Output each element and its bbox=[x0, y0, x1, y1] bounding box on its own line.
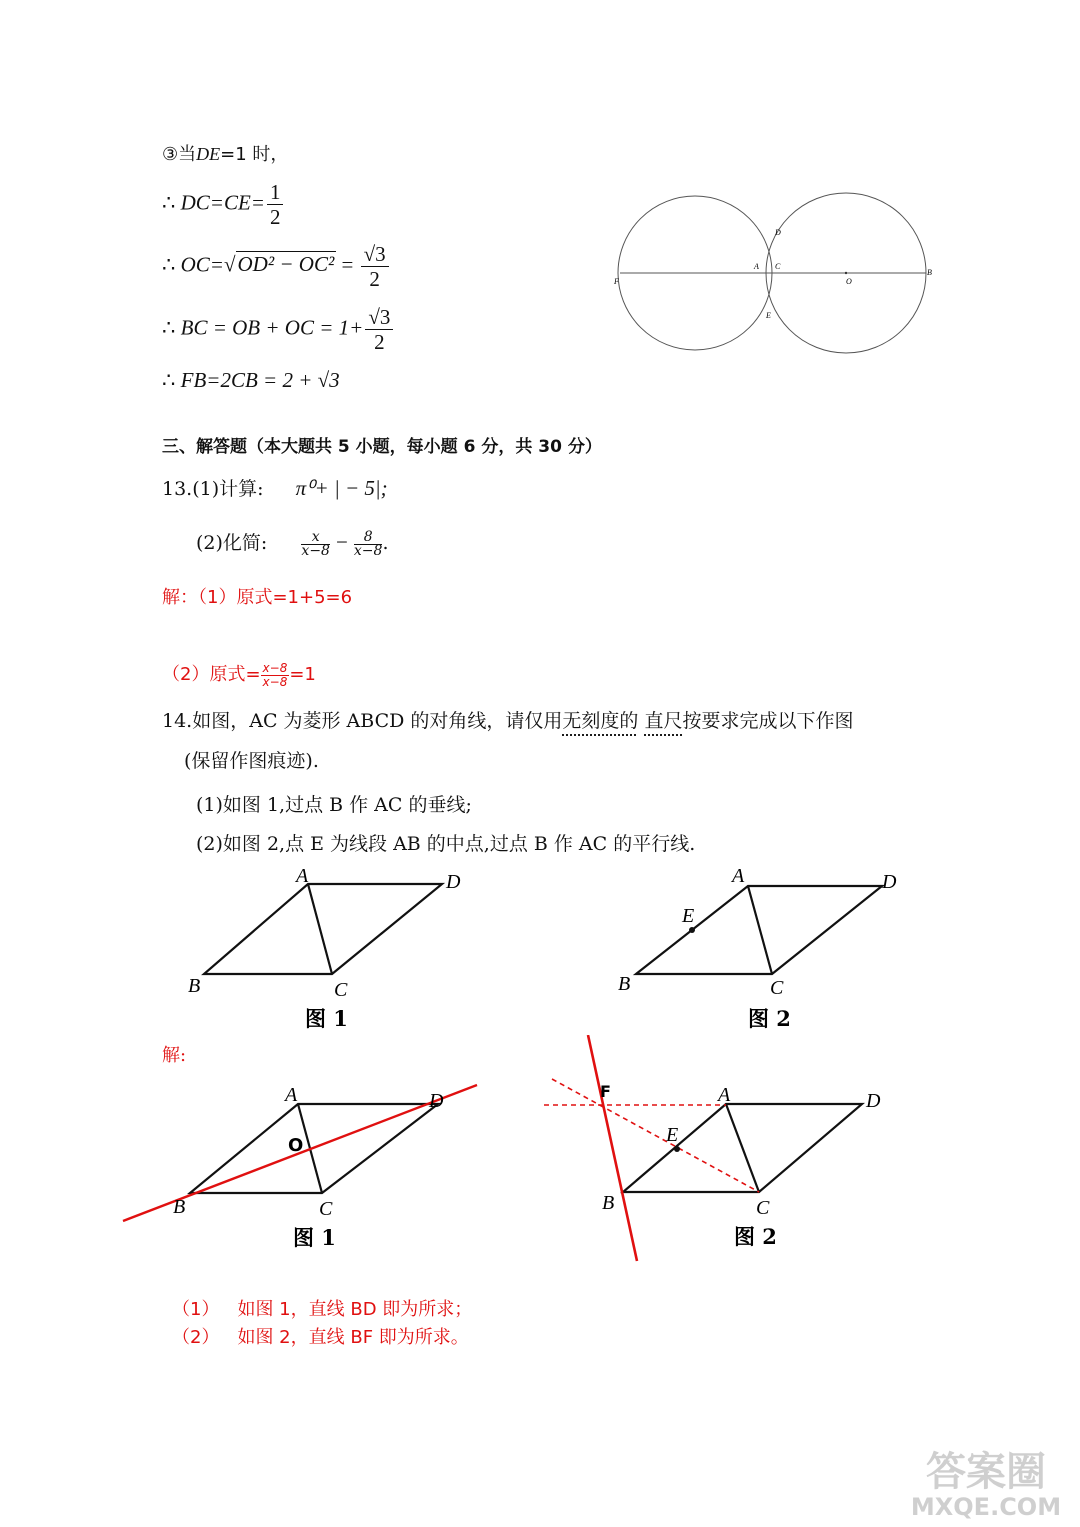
label-a: A bbox=[732, 865, 745, 887]
label-f: F bbox=[600, 1082, 611, 1101]
label-e: E bbox=[682, 905, 695, 927]
label-a: A bbox=[285, 1084, 298, 1106]
case-label: ③当 bbox=[162, 144, 197, 165]
diagonal-ac bbox=[748, 886, 772, 974]
figure-2-caption: 图 2 bbox=[748, 1006, 791, 1031]
label-d: D bbox=[429, 1090, 444, 1112]
q13-p1-label: (1)计算: bbox=[192, 478, 264, 500]
q13-a2-num: x−8 bbox=[262, 660, 288, 675]
q14-part2: (2)如图 2,点 E 为线段 AB 的中点,过点 B 作 AC 的平行线. bbox=[196, 833, 696, 855]
label-e: E bbox=[666, 1124, 679, 1146]
label-a: A bbox=[754, 262, 759, 271]
center-o-dot bbox=[845, 272, 847, 274]
answer-figure-1-caption: 图 1 bbox=[293, 1225, 336, 1250]
line3-lhs: BC = OB + OC = 1+ bbox=[180, 315, 364, 340]
label-o: O bbox=[846, 277, 852, 286]
diagonal-ac bbox=[308, 884, 332, 974]
label-b: B bbox=[188, 975, 201, 997]
q13-f2-den: x−8 bbox=[353, 542, 383, 559]
therefore-symbol: ∴ bbox=[162, 315, 176, 340]
q13-minus: − bbox=[336, 530, 348, 554]
answer-figure-2-caption: 图 2 bbox=[734, 1224, 777, 1249]
line1-fraction bbox=[267, 180, 284, 229]
therefore-symbol: ∴ bbox=[162, 368, 176, 392]
derivation-line-2 bbox=[162, 242, 391, 291]
line1-lhs: DC=CE= bbox=[180, 190, 265, 215]
sqrt-sign: √ bbox=[223, 252, 236, 277]
label-c: C bbox=[775, 262, 781, 271]
line2-radicand: OD² − OC² bbox=[237, 252, 335, 277]
watermark-top: 答案圈 bbox=[926, 1449, 1046, 1495]
line2-lhs: OC= bbox=[180, 252, 224, 277]
q14-line1-a: 14.如图，AC 为菱形 ABCD 的对角线，请仅用 bbox=[162, 710, 563, 732]
label-d: D bbox=[775, 228, 781, 237]
label-c: C bbox=[319, 1198, 333, 1220]
q13-f1-den: x−8 bbox=[301, 542, 330, 559]
label-b: B bbox=[927, 268, 932, 277]
label-c: C bbox=[334, 979, 348, 1001]
case-rest: =1 时， bbox=[220, 144, 289, 165]
case-line bbox=[162, 140, 288, 166]
question-figure-2 bbox=[610, 862, 910, 1037]
line4-text: FB=2CB = 2 + √3 bbox=[180, 368, 340, 392]
point-e bbox=[674, 1146, 680, 1152]
q13-number: 13. bbox=[162, 478, 193, 500]
label-d: D bbox=[882, 871, 897, 893]
line2-den: 2 bbox=[369, 267, 380, 291]
rhombus-abcd bbox=[204, 884, 442, 974]
watermark-bottom: MXQE.COM bbox=[910, 1493, 1062, 1521]
watermark bbox=[900, 1450, 1072, 1520]
q14-dotted-1-text: 无刻度的 bbox=[562, 710, 639, 732]
q13-f1-num: x bbox=[301, 531, 330, 545]
label-c: C bbox=[770, 977, 784, 999]
line1-num: 1 bbox=[267, 180, 284, 205]
label-b: B bbox=[173, 1196, 186, 1218]
line2-fraction bbox=[361, 242, 389, 291]
point-e bbox=[689, 927, 695, 933]
q13-a2-den: x−8 bbox=[262, 674, 288, 689]
q13-a2-pre: （2）原式= bbox=[162, 664, 261, 685]
label-b: B bbox=[618, 973, 631, 995]
q13-p1-expr: π⁰+ | − 5|; bbox=[295, 476, 388, 500]
q13-part1 bbox=[162, 474, 388, 501]
q14-line2: (保留作图痕迹). bbox=[184, 750, 319, 772]
therefore-symbol: ∴ bbox=[162, 252, 176, 277]
two-circles-figure bbox=[600, 180, 950, 370]
line2-eq: = bbox=[341, 252, 354, 277]
diagonal-ac bbox=[726, 1104, 759, 1192]
therefore-symbol: ∴ bbox=[162, 190, 176, 215]
line1-den: 2 bbox=[269, 205, 281, 229]
q14-part1: (1)如图 1,过点 B 作 AC 的垂线; bbox=[196, 794, 472, 816]
q13-a2-post: =1 bbox=[289, 664, 316, 685]
label-a: A bbox=[718, 1084, 731, 1106]
q13-answer-1: 解：（1）原式=1+5=6 bbox=[162, 587, 353, 608]
section-heading: 三、解答题（本大题共 5 小题，每小题 6 分，共 30 分） bbox=[162, 437, 602, 457]
figure-1-caption: 图 1 bbox=[305, 1006, 348, 1031]
q14-answer-2 bbox=[172, 1323, 469, 1349]
q13-a2-fraction bbox=[261, 662, 290, 689]
q13-f2 bbox=[353, 528, 383, 559]
case-var: DE bbox=[196, 144, 221, 164]
derivation-line-3 bbox=[162, 305, 395, 354]
q14-a2-text: 如图 2，直线 BF 即为所求。 bbox=[237, 1327, 469, 1348]
label-f: F bbox=[614, 277, 619, 286]
line2-num: √3 bbox=[361, 242, 389, 267]
label-e: E bbox=[766, 311, 771, 320]
label-c: C bbox=[756, 1197, 770, 1219]
q14-dotted-2-text: 直尺 bbox=[644, 710, 683, 732]
q14-dotted-1 bbox=[562, 710, 638, 732]
q13-p2-label: (2)化简: bbox=[196, 532, 268, 554]
answer-figure-1 bbox=[115, 1075, 485, 1255]
line3-fraction bbox=[365, 305, 393, 354]
label-b: B bbox=[602, 1192, 615, 1214]
label-o: O bbox=[288, 1135, 304, 1156]
derivation-line-1 bbox=[162, 180, 285, 229]
derivation-line-4 bbox=[162, 368, 340, 393]
red-line-bf bbox=[588, 1035, 637, 1261]
q14-a1-num: （1） bbox=[172, 1299, 220, 1320]
q13-part2 bbox=[196, 528, 389, 558]
q13-end: . bbox=[382, 532, 389, 554]
line3-num: √3 bbox=[365, 305, 393, 330]
question-figure-1 bbox=[180, 862, 480, 1037]
q14-a2-num: （2） bbox=[172, 1327, 220, 1348]
q14-line1-c: 按要求完成以下作图 bbox=[682, 710, 854, 732]
answer-figure-2 bbox=[540, 1035, 900, 1265]
q13-answer-2 bbox=[162, 660, 316, 689]
q14-answer-1 bbox=[172, 1295, 472, 1321]
label-d: D bbox=[866, 1090, 881, 1112]
label-a: A bbox=[296, 865, 309, 887]
q13-f2-num: 8 bbox=[354, 531, 383, 545]
q14-answer-label: 解: bbox=[162, 1045, 187, 1066]
q13-f1 bbox=[301, 528, 330, 559]
label-d: D bbox=[446, 871, 461, 893]
q14-a1-text: 如图 1，直线 BD 即为所求； bbox=[237, 1299, 473, 1320]
q14-line1 bbox=[162, 706, 854, 733]
line3-den: 2 bbox=[374, 330, 385, 354]
